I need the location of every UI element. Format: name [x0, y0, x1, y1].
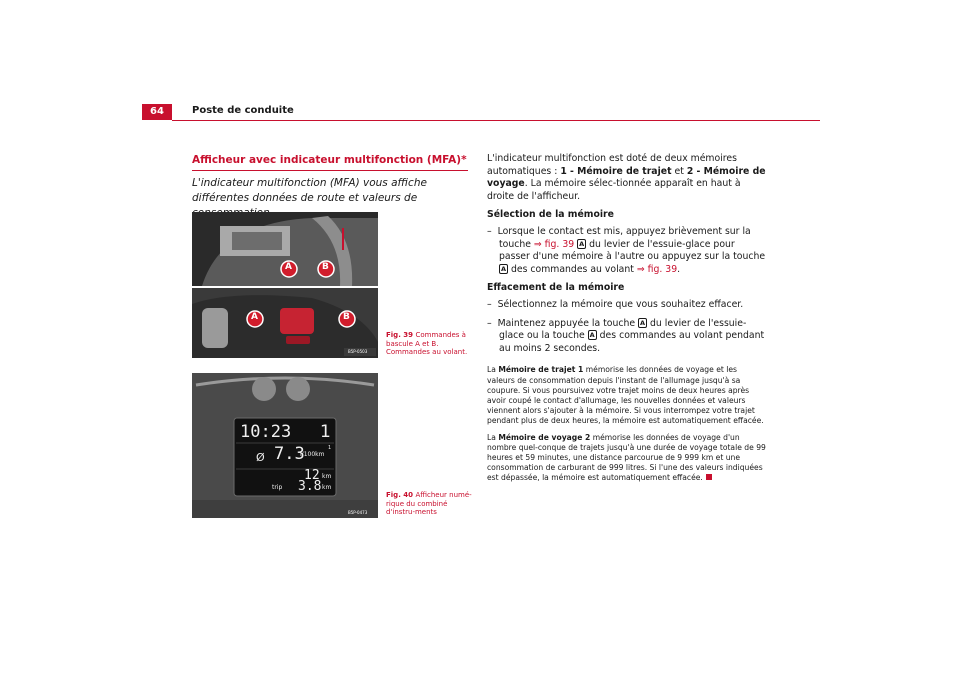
figure-39	[192, 212, 378, 358]
figure-39-caption	[386, 331, 472, 357]
consumption-unit: l/100km	[300, 451, 325, 458]
average-icon: Ø	[256, 451, 265, 464]
dash: –	[487, 317, 492, 329]
right-column	[487, 153, 767, 490]
delete-step-2-text-b: du levier de l'essuie-glace ou la touche	[499, 317, 747, 342]
memory-indicator: 1	[320, 422, 331, 442]
figure-40-code: B5P-0473	[348, 510, 368, 515]
note-1-text: mémorise les données de voyage et les valeurs de consommation depuis l'instant de l'allumage jusqu'à sa coupure. Si vous poursuivez votre trajet moins de deux heures après avoir coupé le contact d'allumage, les nouvelles données et valeurs viennent alors s'ajouter à la mémoire. Si vous interrompez votre trajet pendant plus de deux heures, la mémoire est automatiquement effacée.	[487, 365, 764, 426]
selection-step	[487, 226, 767, 276]
note-1-article: La	[487, 365, 496, 375]
delete-step-1	[487, 299, 767, 312]
button-a-badge: A	[579, 239, 585, 248]
figure-40-caption-text: Afficheur numé-rique du combiné d'instru-ments	[386, 491, 472, 516]
figure-39-label-a-bottom: A	[251, 312, 258, 322]
button-a-badge: A	[640, 318, 646, 327]
selection-text-1: Lorsque le contact est mis, appuyez brièvement sur la touche	[497, 225, 751, 250]
intro-text-a: L'indicateur multifonction est doté de deux mémoires automatiques :	[487, 153, 737, 177]
button-a-badge: A	[589, 331, 595, 340]
trip-value: 3.8	[298, 479, 322, 494]
figure-39-caption-number: Fig. 39	[386, 331, 414, 339]
delete-step-2-text-c: des commandes au volant pendant au moins 2 secondes.	[499, 330, 765, 354]
figure-40-caption	[386, 491, 472, 517]
intro-memory-2: 2 - Mémoire de voyage	[487, 165, 766, 190]
intro-memory-1: 1 - Mémoire de trajet	[560, 165, 672, 177]
note-2-article: La	[487, 432, 496, 442]
note-2-text: mémorise les données de voyage d'un nombre quel-conque de trajets jusqu'à une durée de voyage totale de 99 heures et 59 minutes, une distance parcourue de 9 999 km et une consommation de carburant de 999 litres. Si l'une des valeurs indiquées est dépassée, la mémoire est automatiquement effacée.	[487, 432, 766, 483]
consumption-value: 7.3	[274, 444, 305, 464]
running-head: Poste de conduite	[192, 105, 294, 116]
intro-and: et	[674, 165, 684, 177]
intro-text-c: . La mémoire sélec-tionnée apparaît en haut à droite de l'afficheur.	[487, 178, 741, 202]
section-title: Afficheur avec indicateur multifonction (MFA)*	[192, 154, 468, 171]
delete-step-2-text-a: Maintenez appuyée la touche	[497, 317, 636, 329]
selection-text-3: des commandes au volant	[511, 263, 634, 275]
figure-39-label-b-top: B	[322, 262, 329, 272]
range-value: 12	[304, 468, 320, 483]
lead-paragraph: L'indicateur multifonction (MFA) vous affiche différentes données de route et valeurs de	[192, 177, 427, 204]
trip-unit: km	[322, 484, 332, 491]
delete-step-2	[487, 318, 767, 356]
page-number: 64	[142, 104, 172, 120]
selection-end: .	[677, 263, 681, 275]
end-of-section-icon	[706, 474, 712, 480]
figure-39-label-b-bottom: B	[343, 312, 350, 322]
figure-39-caption-text: Commandes à bascule A et B. Commandes au volant.	[386, 331, 468, 356]
button-a-badge: A	[501, 264, 507, 273]
memory-superscript: 1	[328, 445, 332, 451]
selection-text-2: du levier de l'essuie-glace pour passer d'une mémoire à l'autre ou appuyez sur la touche	[499, 238, 766, 263]
note-1-term: Mémoire de trajet 1	[498, 365, 584, 375]
dash: –	[487, 225, 492, 237]
delete-heading: Effacement de la mémoire	[487, 282, 625, 294]
delete-step-1-text: Sélectionnez la mémoire que vous souhaitez effacer.	[497, 298, 744, 310]
trip-label: trip	[272, 484, 283, 491]
figure-39-code: B5P-0503	[348, 349, 368, 354]
range-unit: km	[322, 473, 332, 480]
figure-39-link[interactable]: ⇒ fig. 39	[533, 238, 575, 250]
note-voyage-memory	[487, 433, 767, 484]
note-trip-memory	[487, 365, 767, 426]
header-rule	[172, 120, 820, 121]
figure-39-label-a-top: A	[285, 262, 292, 272]
figure-39-link[interactable]: ⇒ fig. 39	[636, 263, 678, 275]
figure-40	[192, 373, 378, 518]
note-2-term: Mémoire de voyage 2	[498, 432, 591, 442]
figure-40-caption-number: Fig. 40	[386, 491, 414, 499]
dash: –	[487, 298, 492, 310]
selection-heading: Sélection de la mémoire	[487, 209, 614, 221]
intro-paragraph	[487, 153, 767, 203]
clock-readout: 10:23	[240, 422, 292, 442]
